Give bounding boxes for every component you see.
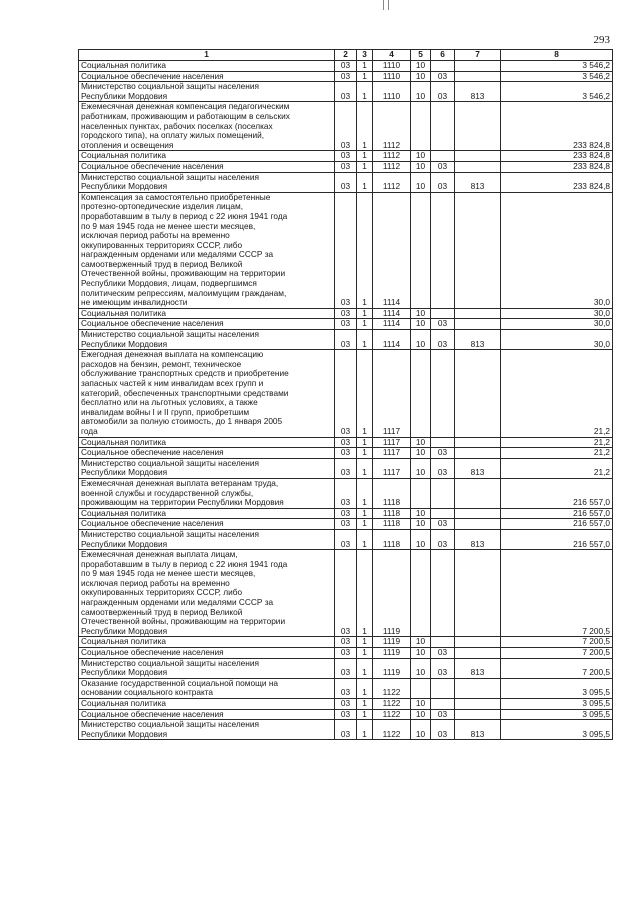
code-cell xyxy=(455,637,501,648)
code-cell: 1112 xyxy=(373,102,411,151)
code-cell: 10 xyxy=(411,151,431,162)
code-cell: 03 xyxy=(431,82,455,102)
column-header: 2 xyxy=(335,50,357,61)
column-header: 4 xyxy=(373,50,411,61)
code-cell: 1110 xyxy=(373,61,411,72)
table-row xyxy=(79,437,613,448)
table-row xyxy=(79,478,613,508)
code-cell: 10 xyxy=(411,658,431,678)
code-cell: 10 xyxy=(411,319,431,330)
code-cell xyxy=(455,161,501,172)
table-row xyxy=(79,330,613,350)
amount-cell: 21,2 xyxy=(501,448,613,459)
code-cell: 1117 xyxy=(373,437,411,448)
code-cell: 1 xyxy=(357,448,373,459)
code-cell xyxy=(431,102,455,151)
code-cell: 03 xyxy=(431,448,455,459)
column-header: 3 xyxy=(357,50,373,61)
code-cell: 10 xyxy=(411,161,431,172)
code-cell: 03 xyxy=(335,699,357,710)
code-cell: 03 xyxy=(335,658,357,678)
amount-cell: 216 557,0 xyxy=(501,478,613,508)
code-cell: 03 xyxy=(335,71,357,82)
code-cell: 03 xyxy=(335,437,357,448)
item-name-cell: Ежемесячная денежная выплата ветеранам труда, военной службы и государственной службы, проживающим на территории Республики Мордовия xyxy=(79,478,335,508)
code-cell xyxy=(455,319,501,330)
column-header: 6 xyxy=(431,50,455,61)
code-cell xyxy=(411,102,431,151)
table-row xyxy=(79,308,613,319)
code-cell: 1 xyxy=(357,192,373,308)
amount-cell: 216 557,0 xyxy=(501,529,613,549)
code-cell xyxy=(431,508,455,519)
code-cell xyxy=(431,478,455,508)
code-cell: 1118 xyxy=(373,478,411,508)
item-name-cell: Социальное обеспечение населения xyxy=(79,71,335,82)
code-cell: 813 xyxy=(455,720,501,740)
code-cell xyxy=(431,61,455,72)
code-cell xyxy=(455,192,501,308)
amount-cell: 233 824,8 xyxy=(501,151,613,162)
code-cell: 1112 xyxy=(373,172,411,192)
code-cell: 10 xyxy=(411,720,431,740)
table-row xyxy=(79,678,613,698)
code-cell: 1 xyxy=(357,319,373,330)
code-cell xyxy=(455,61,501,72)
code-cell: 1 xyxy=(357,709,373,720)
code-cell: 1119 xyxy=(373,637,411,648)
code-cell: 1 xyxy=(357,437,373,448)
table-row xyxy=(79,82,613,102)
code-cell xyxy=(455,699,501,710)
table-header-row xyxy=(79,50,613,61)
code-cell xyxy=(411,192,431,308)
table-row xyxy=(79,637,613,648)
amount-cell: 216 557,0 xyxy=(501,508,613,519)
amount-cell: 21,2 xyxy=(501,458,613,478)
amount-cell: 233 824,8 xyxy=(501,161,613,172)
code-cell: 1114 xyxy=(373,319,411,330)
code-cell: 1118 xyxy=(373,508,411,519)
code-cell xyxy=(411,478,431,508)
item-name-cell: Компенсация за самостоятельно приобретенные протезно-ортопедические изделия лицам, проработавшим в тылу в период с 22 июня 1941 года по 9 мая 1945 года не менее шести месяцев, исключая период работы на временно оккупированных территориях СССР, либо награжденным орденами или медалями СССР за самоотверженный труд в период Великой Отечественной войны, проживающим на территории Республики Мордовия, лицам, подвергшимся политическим репрессиям, малоимущим гражданам, не имеющим инвалидности xyxy=(79,192,335,308)
amount-cell: 233 824,8 xyxy=(501,102,613,151)
code-cell xyxy=(455,71,501,82)
code-cell: 10 xyxy=(411,61,431,72)
code-cell xyxy=(431,308,455,319)
amount-cell: 7 200,5 xyxy=(501,658,613,678)
code-cell: 03 xyxy=(335,102,357,151)
code-cell xyxy=(455,448,501,459)
amount-cell: 30,0 xyxy=(501,330,613,350)
code-cell: 1 xyxy=(357,458,373,478)
table-row xyxy=(79,720,613,740)
item-name-cell: Социальное обеспечение населения xyxy=(79,648,335,659)
table-row xyxy=(79,529,613,549)
item-name-cell: Министерство социальной защиты населения Республики Мордовия xyxy=(79,529,335,549)
amount-cell: 30,0 xyxy=(501,319,613,330)
table-body xyxy=(79,61,613,740)
code-cell xyxy=(431,192,455,308)
code-cell: 03 xyxy=(431,658,455,678)
code-cell: 03 xyxy=(335,448,357,459)
code-cell: 10 xyxy=(411,71,431,82)
code-cell: 03 xyxy=(431,458,455,478)
code-cell xyxy=(455,151,501,162)
code-cell xyxy=(431,437,455,448)
code-cell: 10 xyxy=(411,648,431,659)
code-cell xyxy=(455,709,501,720)
code-cell xyxy=(455,508,501,519)
item-name-cell: Социальное обеспечение населения xyxy=(79,448,335,459)
amount-cell: 3 095,5 xyxy=(501,678,613,698)
code-cell: 1 xyxy=(357,529,373,549)
code-cell xyxy=(431,637,455,648)
item-name-cell: Социальная политика xyxy=(79,151,335,162)
code-cell: 1114 xyxy=(373,192,411,308)
code-cell: 03 xyxy=(335,458,357,478)
amount-cell: 30,0 xyxy=(501,192,613,308)
item-name-cell: Социальное обеспечение населения xyxy=(79,319,335,330)
code-cell: 03 xyxy=(335,172,357,192)
table-row xyxy=(79,319,613,330)
code-cell: 1 xyxy=(357,720,373,740)
code-cell: 03 xyxy=(431,161,455,172)
code-cell: 10 xyxy=(411,709,431,720)
code-cell xyxy=(455,350,501,437)
code-cell: 1122 xyxy=(373,678,411,698)
code-cell: 03 xyxy=(335,508,357,519)
code-cell: 1122 xyxy=(373,720,411,740)
code-cell: 03 xyxy=(335,161,357,172)
code-cell: 03 xyxy=(431,529,455,549)
code-cell: 1117 xyxy=(373,448,411,459)
code-cell: 1117 xyxy=(373,350,411,437)
code-cell: 1119 xyxy=(373,648,411,659)
code-cell: 1 xyxy=(357,658,373,678)
code-cell: 1 xyxy=(357,678,373,698)
code-cell: 10 xyxy=(411,519,431,530)
code-cell: 1 xyxy=(357,550,373,637)
code-cell: 03 xyxy=(335,330,357,350)
item-name-cell: Социальная политика xyxy=(79,699,335,710)
table-row xyxy=(79,519,613,530)
column-header: 1 xyxy=(79,50,335,61)
code-cell: 03 xyxy=(335,550,357,637)
code-cell xyxy=(455,648,501,659)
code-cell: 813 xyxy=(455,529,501,549)
code-cell: 10 xyxy=(411,308,431,319)
amount-cell: 3 546,2 xyxy=(501,71,613,82)
code-cell: 03 xyxy=(431,330,455,350)
code-cell: 813 xyxy=(455,458,501,478)
table-row xyxy=(79,658,613,678)
code-cell: 10 xyxy=(411,458,431,478)
code-cell: 03 xyxy=(335,709,357,720)
table-row xyxy=(79,458,613,478)
table-row xyxy=(79,508,613,519)
item-name-cell: Социальная политика xyxy=(79,508,335,519)
code-cell: 1118 xyxy=(373,519,411,530)
item-name-cell: Министерство социальной защиты населения Республики Мордовия xyxy=(79,458,335,478)
code-cell xyxy=(455,478,501,508)
code-cell: 03 xyxy=(335,678,357,698)
item-name-cell: Министерство социальной защиты населения Республики Мордовия xyxy=(79,330,335,350)
table-row xyxy=(79,61,613,72)
item-name-cell: Ежегодная денежная выплата на компенсацию расходов на бензин, ремонт, техническое обслуживание транспортных средств и приобретение запасных частей к ним инвалидам всех групп и категорий, обеспеченных транспортными средствами бесплатно или на льготных условиях, а также инвалидам войны I и II групп, приобретшим автомобили за полную стоимость, до 1 января 2005 года xyxy=(79,350,335,437)
amount-cell: 216 557,0 xyxy=(501,519,613,530)
code-cell: 1 xyxy=(357,102,373,151)
code-cell: 03 xyxy=(335,519,357,530)
budget-table xyxy=(78,49,613,740)
code-cell: 03 xyxy=(431,720,455,740)
code-cell xyxy=(431,550,455,637)
code-cell: 813 xyxy=(455,82,501,102)
code-cell: 1 xyxy=(357,161,373,172)
item-name-cell: Министерство социальной защиты населения Республики Мордовия xyxy=(79,658,335,678)
code-cell: 1119 xyxy=(373,658,411,678)
amount-cell: 3 095,5 xyxy=(501,699,613,710)
table-row xyxy=(79,550,613,637)
table-row xyxy=(79,350,613,437)
code-cell: 03 xyxy=(431,709,455,720)
code-cell: 1110 xyxy=(373,82,411,102)
column-header: 8 xyxy=(501,50,613,61)
item-name-cell: Социальная политика xyxy=(79,437,335,448)
code-cell: 03 xyxy=(335,478,357,508)
code-cell: 03 xyxy=(335,151,357,162)
item-name-cell: Социальное обеспечение населения xyxy=(79,709,335,720)
amount-cell: 21,2 xyxy=(501,437,613,448)
code-cell: 03 xyxy=(335,308,357,319)
code-cell: 1110 xyxy=(373,71,411,82)
code-cell xyxy=(455,308,501,319)
code-cell: 1 xyxy=(357,61,373,72)
code-cell: 10 xyxy=(411,637,431,648)
code-cell: 03 xyxy=(431,519,455,530)
code-cell: 03 xyxy=(431,319,455,330)
code-cell xyxy=(411,350,431,437)
item-name-cell: Министерство социальной защиты населения Республики Мордовия xyxy=(79,82,335,102)
code-cell: 10 xyxy=(411,448,431,459)
code-cell: 03 xyxy=(335,350,357,437)
item-name-cell: Социальная политика xyxy=(79,637,335,648)
column-header: 7 xyxy=(455,50,501,61)
amount-cell: 3 095,5 xyxy=(501,709,613,720)
code-cell xyxy=(455,678,501,698)
table-row xyxy=(79,648,613,659)
code-cell: 1 xyxy=(357,637,373,648)
table-row xyxy=(79,71,613,82)
code-cell: 1 xyxy=(357,508,373,519)
code-cell xyxy=(431,699,455,710)
code-cell: 1 xyxy=(357,71,373,82)
code-cell: 1114 xyxy=(373,308,411,319)
amount-cell: 233 824,8 xyxy=(501,172,613,192)
item-name-cell: Ежемесячная денежная выплата лицам, проработавшим в тылу в период с 22 июня 1941 года по 9 мая 1945 года не менее шести месяцев, исключая период работы на временно оккупированных территориях СССР, либо награжденным орденами или медалями СССР за самоотверженный труд в период Великой Отечественной войны, проживающим на территории Республики Мордовия xyxy=(79,550,335,637)
code-cell: 1 xyxy=(357,648,373,659)
code-cell: 10 xyxy=(411,330,431,350)
code-cell: 813 xyxy=(455,658,501,678)
page-top-mark xyxy=(383,0,389,10)
code-cell: 1 xyxy=(357,699,373,710)
amount-cell: 7 200,5 xyxy=(501,648,613,659)
code-cell xyxy=(431,151,455,162)
item-name-cell: Оказание государственной социальной помощи на основании социального контракта xyxy=(79,678,335,698)
code-cell xyxy=(411,550,431,637)
code-cell: 1118 xyxy=(373,529,411,549)
code-cell: 1 xyxy=(357,172,373,192)
code-cell: 03 xyxy=(431,71,455,82)
table-row xyxy=(79,161,613,172)
code-cell xyxy=(431,678,455,698)
code-cell xyxy=(455,102,501,151)
amount-cell: 7 200,5 xyxy=(501,550,613,637)
table-row xyxy=(79,102,613,151)
table-row xyxy=(79,699,613,710)
item-name-cell: Министерство социальной защиты населения Республики Мордовия xyxy=(79,720,335,740)
code-cell: 1 xyxy=(357,350,373,437)
code-cell: 03 xyxy=(335,319,357,330)
amount-cell: 3 546,2 xyxy=(501,82,613,102)
item-name-cell: Социальная политика xyxy=(79,308,335,319)
code-cell xyxy=(455,550,501,637)
item-name-cell: Министерство социальной защиты населения Республики Мордовия xyxy=(79,172,335,192)
code-cell: 1114 xyxy=(373,330,411,350)
code-cell: 10 xyxy=(411,172,431,192)
code-cell: 1 xyxy=(357,478,373,508)
code-cell xyxy=(455,519,501,530)
code-cell: 1112 xyxy=(373,151,411,162)
code-cell: 03 xyxy=(335,529,357,549)
code-cell: 1 xyxy=(357,82,373,102)
code-cell: 1 xyxy=(357,151,373,162)
item-name-cell: Ежемесячная денежная компенсация педагогическим работникам, проживающим и работающим в сельских населенных пунктах, рабочих поселках (поселках городского типа), на оплату жилых помещений, отопления и освещения xyxy=(79,102,335,151)
code-cell xyxy=(455,437,501,448)
code-cell: 03 xyxy=(431,648,455,659)
item-name-cell: Социальная политика xyxy=(79,61,335,72)
code-cell: 10 xyxy=(411,529,431,549)
page-number: 293 xyxy=(593,34,610,46)
code-cell: 1 xyxy=(357,330,373,350)
code-cell: 1122 xyxy=(373,709,411,720)
item-name-cell: Социальное обеспечение населения xyxy=(79,161,335,172)
code-cell: 1 xyxy=(357,519,373,530)
code-cell: 03 xyxy=(335,192,357,308)
code-cell: 1 xyxy=(357,308,373,319)
table-row xyxy=(79,709,613,720)
code-cell: 10 xyxy=(411,699,431,710)
amount-cell: 7 200,5 xyxy=(501,637,613,648)
code-cell: 03 xyxy=(335,61,357,72)
code-cell: 1119 xyxy=(373,550,411,637)
item-name-cell: Социальное обеспечение населения xyxy=(79,519,335,530)
amount-cell: 21,2 xyxy=(501,350,613,437)
code-cell: 1122 xyxy=(373,699,411,710)
amount-cell: 3 095,5 xyxy=(501,720,613,740)
table-row xyxy=(79,192,613,308)
code-cell: 813 xyxy=(455,330,501,350)
code-cell: 1117 xyxy=(373,458,411,478)
code-cell: 10 xyxy=(411,82,431,102)
code-cell: 813 xyxy=(455,172,501,192)
code-cell: 10 xyxy=(411,437,431,448)
code-cell: 1112 xyxy=(373,161,411,172)
table-row xyxy=(79,448,613,459)
column-header: 5 xyxy=(411,50,431,61)
code-cell: 03 xyxy=(431,172,455,192)
code-cell: 03 xyxy=(335,648,357,659)
table-row xyxy=(79,151,613,162)
table-row xyxy=(79,172,613,192)
amount-cell: 3 546,2 xyxy=(501,61,613,72)
code-cell: 10 xyxy=(411,508,431,519)
code-cell: 03 xyxy=(335,720,357,740)
code-cell xyxy=(411,678,431,698)
amount-cell: 30,0 xyxy=(501,308,613,319)
code-cell: 03 xyxy=(335,82,357,102)
code-cell xyxy=(431,350,455,437)
code-cell: 03 xyxy=(335,637,357,648)
